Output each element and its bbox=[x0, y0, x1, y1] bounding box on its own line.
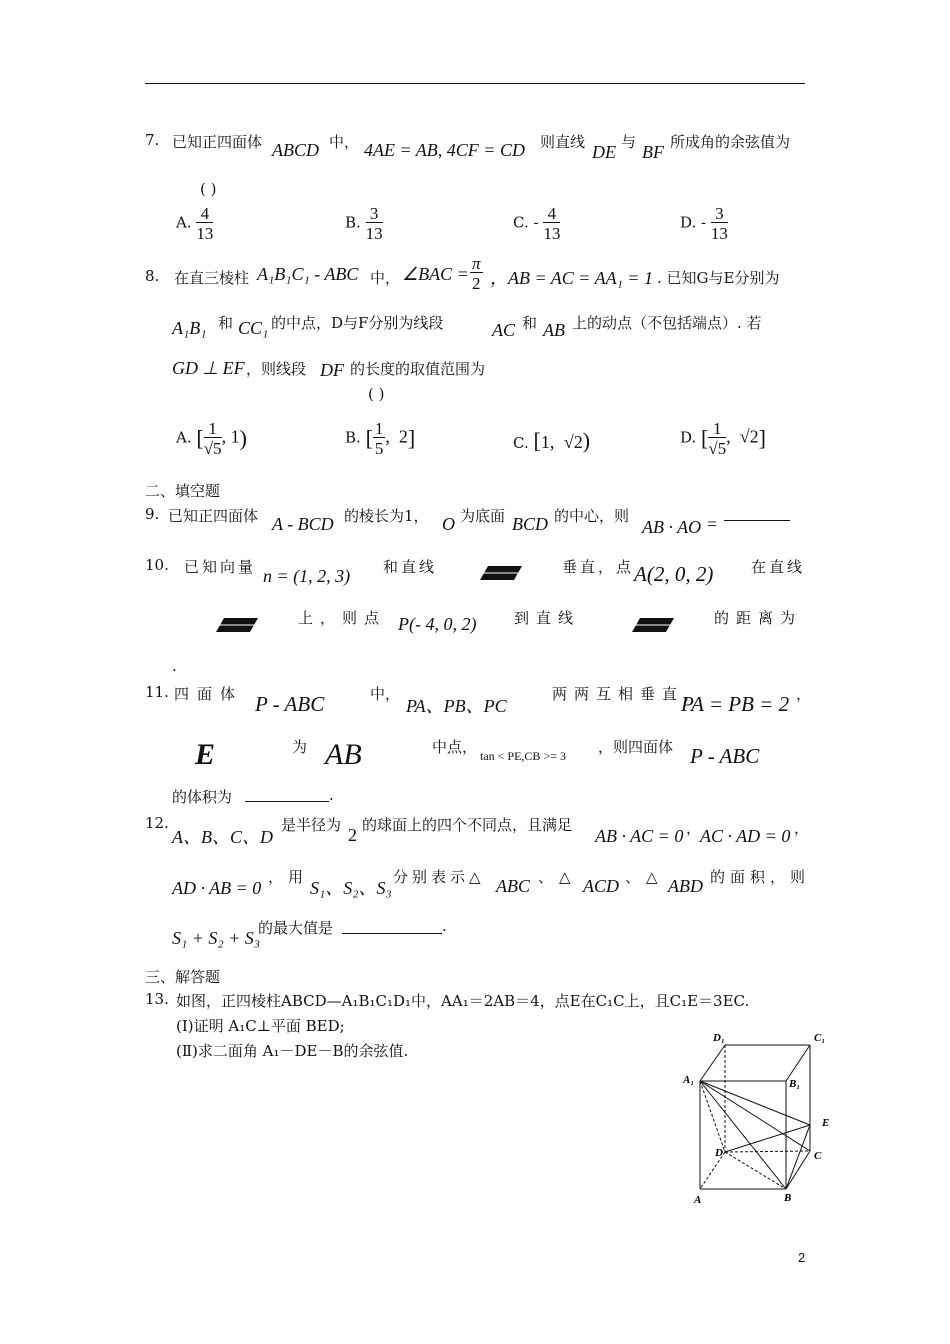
q11-equation: PA = PB = 2 bbox=[681, 692, 790, 716]
option-label: D. bbox=[680, 428, 697, 447]
q8-he: 和 bbox=[218, 314, 234, 332]
q12-text5: 、△ bbox=[538, 868, 577, 886]
q10-text7: 的距离为 bbox=[714, 609, 803, 627]
q8-ac: AC bbox=[492, 320, 516, 340]
q8-gd-perp-ef: GD ⊥ EF bbox=[172, 358, 245, 378]
q8-text7: 的长度的取值范围为 bbox=[350, 360, 486, 378]
q8-answer-paren: ( ) bbox=[368, 385, 385, 403]
q9-answer-blank bbox=[724, 520, 790, 521]
q8-text1: 在直三棱柱 bbox=[174, 269, 250, 287]
line-l-glyph bbox=[632, 618, 674, 632]
q8-text5: 上的动点（不包括端点）. 若 bbox=[572, 314, 762, 332]
q12-comma2: ， bbox=[794, 819, 810, 837]
label-b1: B₁ bbox=[789, 1078, 801, 1090]
q12-text3: ，用 bbox=[268, 868, 309, 886]
q7-answer-paren: ( ) bbox=[200, 180, 217, 198]
q7-de: DE bbox=[592, 142, 616, 162]
q12-text8: 的最大值是 bbox=[258, 919, 334, 937]
option-fraction: $\frac{3}{13}$ bbox=[710, 204, 728, 243]
q9-text4: 的中心，则 bbox=[554, 507, 630, 525]
q10-text2: 和直线 bbox=[383, 558, 438, 576]
q13-line1: 如图，正四棱柱ABCD—A₁B₁C₁D₁中，AA₁＝2AB＝4，点E在C₁C上，且C₁E＝3EC. bbox=[176, 992, 750, 1010]
q8-option-c: C. [1, √2) bbox=[513, 428, 591, 453]
q9-equals: = bbox=[707, 514, 718, 534]
q13-number: 13. bbox=[145, 990, 169, 1008]
q8-df: DF bbox=[320, 360, 344, 380]
q8-cc1: CC₁ bbox=[238, 318, 269, 338]
q9-number: 9. bbox=[145, 505, 160, 523]
q8-prism: A₁B₁C₁ - ABC bbox=[257, 264, 359, 284]
q10-text1: 已知向量 bbox=[184, 558, 257, 576]
q13-part2: (Ⅱ)求二面角 A₁－DE－B的余弦值. bbox=[176, 1042, 409, 1060]
q11-text3: 两两互相垂直， bbox=[552, 685, 707, 703]
option-label: A. bbox=[176, 213, 192, 232]
q11-tetrahedron: P - ABC bbox=[255, 692, 325, 716]
q9-text2: 的棱长为1， bbox=[344, 507, 429, 525]
q7-yu: 与 bbox=[621, 133, 637, 151]
q8-number: 8. bbox=[145, 267, 160, 285]
q10-text5: 上，则点 bbox=[298, 609, 387, 627]
q7-option-d bbox=[680, 205, 728, 242]
q8-text6: ，则线段 bbox=[246, 360, 307, 378]
q9-text1: 已知正四面体 bbox=[168, 507, 259, 525]
q7-text3: 所成角的余弦值为 bbox=[670, 133, 791, 151]
q11-comma: ， bbox=[796, 685, 812, 703]
q12-answer-blank bbox=[342, 933, 442, 934]
section-fill-in-title: 二、填空题 bbox=[145, 482, 221, 500]
q12-text1: 是半径为 bbox=[281, 816, 342, 834]
q8-condition: ，AB = AC = AA₁ = 1 bbox=[490, 268, 654, 288]
q12-acd: ACD bbox=[583, 876, 619, 896]
label-d: D bbox=[715, 1147, 723, 1159]
option-fraction: $\frac{1}{√5}$ bbox=[203, 419, 222, 458]
q8-option-b: B. [ $\frac{1}{5}$ , 2] bbox=[345, 419, 416, 458]
q7-option-a bbox=[176, 205, 213, 242]
option-sign: - bbox=[533, 213, 539, 232]
q12-number: 12. bbox=[145, 814, 169, 832]
label-a1: A₁ bbox=[683, 1074, 695, 1086]
option-label: C. bbox=[513, 213, 529, 232]
q12-eq2: AC · AD = 0 bbox=[700, 826, 791, 846]
label-d1: D₁ bbox=[713, 1032, 725, 1044]
option-label: B. bbox=[345, 213, 361, 232]
option-fraction: $\frac{1}{√5}$ bbox=[708, 419, 727, 458]
option-label: A. bbox=[176, 428, 192, 447]
option-fraction: $\frac{1}{5}$ bbox=[374, 419, 384, 458]
option-sign: - bbox=[701, 213, 707, 232]
label-b: B bbox=[784, 1192, 792, 1204]
q11-text5: ，则四面体 bbox=[598, 738, 674, 756]
option-label: D. bbox=[680, 213, 697, 232]
q11-text2: 中， bbox=[370, 685, 401, 703]
header-rule bbox=[145, 83, 805, 84]
prism-figure bbox=[680, 1025, 840, 1210]
q7-condition: 4AE = AB, 4CF = CD bbox=[364, 140, 525, 160]
q10-point-p: P(- 4, 0, 2) bbox=[398, 614, 477, 634]
label-c: C bbox=[814, 1150, 822, 1162]
page-number: 2 bbox=[798, 1250, 806, 1265]
q11-text4: 中点， bbox=[432, 738, 478, 756]
q10-text3: 垂直，点 bbox=[562, 558, 635, 576]
q8-ab: AB bbox=[543, 320, 565, 340]
q12-period: . bbox=[442, 917, 447, 935]
option-fraction: $\frac{4}{13}$ bbox=[196, 204, 214, 243]
q8-option-d: D. [ $\frac{1}{√5}$ , √2] bbox=[680, 419, 766, 458]
q12-eq3: AD · AB = 0 bbox=[172, 878, 262, 898]
q11-wei: 为 bbox=[292, 738, 308, 756]
label-a: A bbox=[694, 1194, 702, 1206]
q11-tan-condition: tan < PE,CB >= 3 bbox=[480, 749, 566, 763]
q11-number: 11. bbox=[145, 683, 169, 701]
q12-comma1: ， bbox=[686, 819, 702, 837]
q11-ab: AB bbox=[325, 738, 362, 771]
q8-text4: 的中点，D与F分别为线段 bbox=[271, 314, 444, 332]
q7-zhong: 中， bbox=[329, 133, 360, 151]
option-fraction: $\frac{3}{13}$ bbox=[365, 204, 383, 243]
q13-part1: (Ⅰ)证明 A₁C⊥平面 BED; bbox=[176, 1017, 345, 1035]
q8-text3: . 已知G与E分别为 bbox=[657, 269, 780, 287]
q7-option-c bbox=[513, 205, 560, 242]
q10-number: 10. bbox=[145, 556, 169, 574]
q12-abd: ABD bbox=[668, 876, 703, 896]
label-e: E bbox=[822, 1117, 830, 1129]
q8-he2: 和 bbox=[522, 314, 538, 332]
q11-text6: 的体积为 bbox=[172, 788, 233, 806]
option-label: C. bbox=[513, 434, 529, 452]
q10-text4: 在直线 bbox=[751, 558, 806, 576]
q7-number: 7. bbox=[145, 131, 160, 149]
q10-period: . bbox=[172, 657, 177, 675]
q8-angle: ∠BAC = bbox=[402, 264, 469, 284]
q8-text2: 中， bbox=[370, 269, 401, 287]
option-fraction: $\frac{4}{13}$ bbox=[543, 204, 561, 243]
section-answer-title: 三、解答题 bbox=[145, 968, 221, 986]
q9-o: O bbox=[442, 514, 455, 534]
q11-edges: PA、PB、PC bbox=[406, 696, 507, 716]
q9-text3: 为底面 bbox=[460, 507, 506, 525]
q12-text2: 的球面上的四个不同点，且满足 bbox=[362, 816, 573, 834]
q8-pi-over-2: $\frac{\pi}{2}$ bbox=[472, 254, 481, 293]
q11-e: E bbox=[195, 738, 218, 771]
q12-text6: 、△ bbox=[625, 868, 664, 886]
q12-sum: S₁ + S₂ + S₃ bbox=[172, 928, 261, 948]
q10-text6: 到直线 bbox=[514, 609, 581, 627]
q12-abc: ABC bbox=[496, 876, 530, 896]
q7-bf: BF bbox=[642, 142, 664, 162]
q12-points: A、B、C、D bbox=[172, 827, 273, 847]
q8-option-a: A. [ $\frac{1}{√5}$ , 1) bbox=[176, 419, 247, 458]
q12-areas: S₁、S₂、S₃ bbox=[310, 878, 392, 898]
option-label: B. bbox=[345, 428, 361, 447]
q7-text2: 则直线 bbox=[540, 133, 586, 151]
q11-tetrahedron-2: P - ABC bbox=[690, 744, 760, 768]
q8-a1b1: A₁B₁ bbox=[172, 318, 207, 338]
q12-eq1: AB · AC = 0 bbox=[595, 826, 684, 846]
q12-radius: 2 bbox=[348, 825, 357, 845]
q7-option-b bbox=[345, 205, 383, 242]
q7-tetrahedron: ABCD bbox=[272, 140, 319, 160]
q10-vector-n: n = (1, 2, 3) bbox=[263, 566, 351, 586]
label-c1: C₁ bbox=[814, 1032, 826, 1044]
q10-point-a: A(2, 0, 2) bbox=[634, 562, 714, 586]
q9-dot-product: AB · AO bbox=[642, 517, 702, 537]
q12-text7: 的面积，则 bbox=[710, 868, 811, 886]
q11-period: . bbox=[329, 786, 334, 804]
q9-bcd: BCD bbox=[512, 514, 548, 534]
q12-text4: 分别表示△ bbox=[393, 868, 485, 886]
line-l-glyph bbox=[216, 618, 258, 632]
q7-text: 已知正四面体 bbox=[172, 133, 263, 151]
q11-text1: 四面体 bbox=[174, 685, 244, 703]
q9-tetrahedron: A - BCD bbox=[272, 514, 334, 534]
q11-answer-blank bbox=[245, 801, 329, 802]
line-l-glyph bbox=[480, 566, 522, 580]
